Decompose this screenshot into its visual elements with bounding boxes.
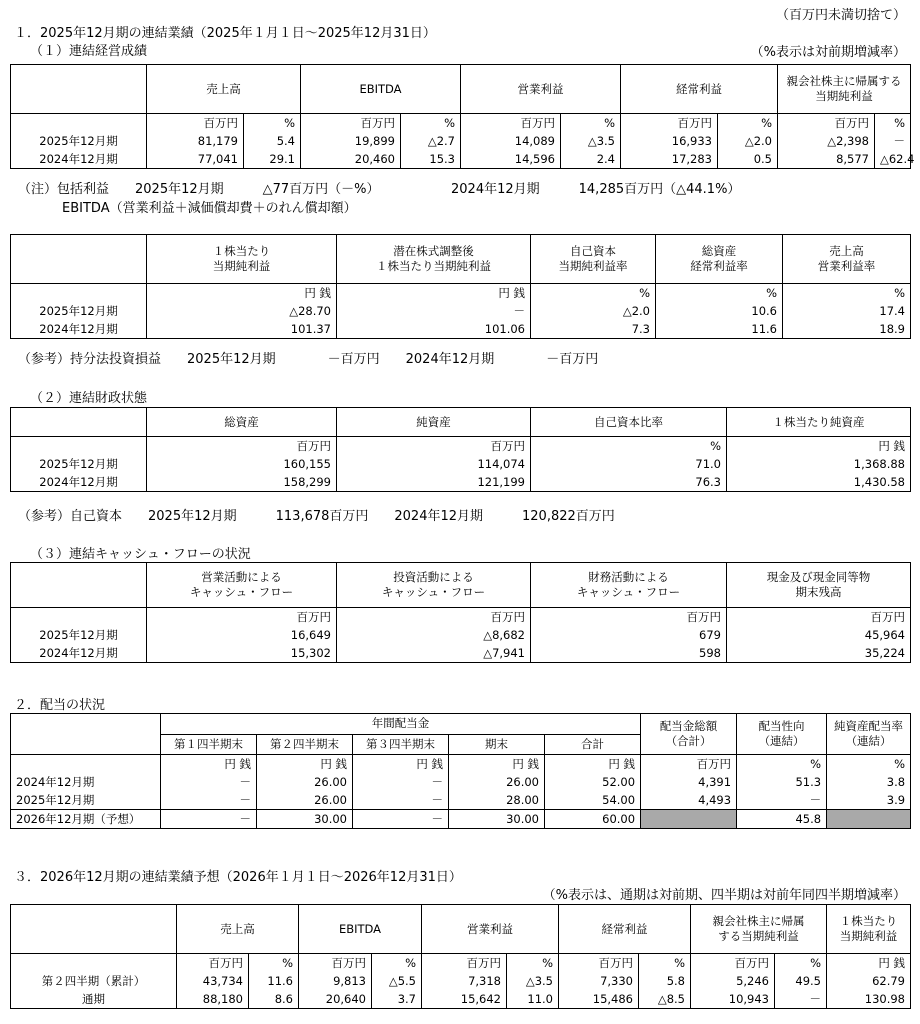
equity-note: （参考）自己資本 2025年12月期 113,678百万円 2024年12月期 120,822百万円 (18, 509, 615, 524)
financial-position-table (10, 407, 911, 492)
cell: 101.06 (337, 320, 531, 339)
cell: 14,596 (461, 150, 561, 169)
cell: 62.79 (827, 972, 911, 990)
table-row (11, 320, 911, 339)
header-net-assets: 純資産 (337, 408, 531, 437)
cell: △7,941 (337, 644, 531, 663)
table-row (11, 972, 911, 990)
unit: 百万円 (301, 114, 401, 133)
cell: 4,493 (641, 791, 737, 810)
cell: 15,642 (422, 990, 507, 1009)
row-label: 2024年12月期 (11, 644, 147, 663)
row-label: 2024年12月期 (11, 473, 147, 492)
header-net: 親会社株主に帰属する 当期純利益 (778, 65, 911, 114)
unit: 百万円 (727, 608, 911, 627)
section3-sub: （３）連結キャッシュ・フローの状況 (30, 547, 251, 562)
cell: 16,649 (147, 626, 337, 644)
cell: 10,943 (691, 990, 775, 1009)
unit: 円 銭 (257, 755, 353, 774)
cell: 7.3 (531, 320, 656, 339)
cell: △8.5 (639, 990, 691, 1009)
cell: － (775, 990, 827, 1009)
unit: 百万円 (147, 608, 337, 627)
cell: 160,155 (147, 455, 337, 473)
unit: % (875, 114, 911, 133)
cell: 121,199 (337, 473, 531, 492)
cell: 5.4 (244, 132, 301, 150)
cell: 15.3 (401, 150, 461, 169)
cell: 76.3 (531, 473, 727, 492)
cell: 52.00 (545, 773, 641, 791)
cell: 130.98 (827, 990, 911, 1009)
header-ebitda: EBITDA (301, 65, 461, 114)
cell: △2.7 (401, 132, 461, 150)
cell: △3.5 (507, 972, 559, 990)
dividend-table (10, 713, 911, 829)
cell: 20,640 (299, 990, 372, 1009)
unit: 百万円 (147, 114, 244, 133)
cell: 3.8 (827, 773, 911, 791)
cell: 598 (531, 644, 727, 663)
cell: 45,964 (727, 626, 911, 644)
cell: 3.7 (372, 990, 422, 1009)
cell: △62.4 (875, 150, 911, 169)
shaded-cell (641, 810, 737, 829)
cell: 8,577 (778, 150, 875, 169)
row-label: 2024年12月期 (11, 320, 147, 339)
unit: 百万円 (559, 954, 639, 973)
row-label: 2025年12月期 (11, 132, 147, 150)
cell: 16,933 (621, 132, 718, 150)
table-row (11, 810, 911, 829)
row-label: 2025年12月期 (11, 302, 147, 320)
header-eps: １株当たり 当期純利益 (827, 905, 911, 954)
unit: 百万円 (778, 114, 875, 133)
cell: 30.00 (449, 810, 545, 829)
cell: 54.00 (545, 791, 641, 810)
cell: 11.0 (507, 990, 559, 1009)
cell: 51.3 (737, 773, 827, 791)
cell: 5.8 (639, 972, 691, 990)
cell: 43,734 (177, 972, 249, 990)
cell: 26.00 (449, 773, 545, 791)
unit: % (507, 954, 559, 973)
equity-method-note: （参考）持分法投資損益 2025年12月期 －百万円 2024年12月期 －百万円 (18, 352, 599, 367)
row-label: 2026年12月期（予想） (11, 810, 161, 829)
row-label: 2025年12月期 (11, 455, 147, 473)
cell: 18.9 (783, 320, 911, 339)
forecast-pct-note: （%表示は、通期は対前期、四半期は対前年同四半期増減率） (542, 888, 906, 903)
cell: 60.00 (545, 810, 641, 829)
header-diluted-eps: 潜在株式調整後 １株当たり当期純利益 (337, 235, 531, 284)
row-label: 2025年12月期 (11, 626, 147, 644)
cell: 26.00 (257, 791, 353, 810)
unit: % (656, 284, 783, 303)
row-label: 2024年12月期 (11, 150, 147, 169)
cell: 71.0 (531, 455, 727, 473)
header-roa: 総資産 経常利益率 (656, 235, 783, 284)
unit: 円 銭 (727, 437, 911, 456)
cell: 9,813 (299, 972, 372, 990)
header-cash-end: 現金及び現金同等物 期末残高 (727, 563, 911, 608)
unit: 百万円 (461, 114, 561, 133)
comprehensive-income-note: （注）包括利益 2025年12月期 △77百万円（－%） 2024年12月期 14,285百万円（△44.1%） (18, 182, 741, 197)
header-year-end: 期末 (449, 734, 545, 755)
cell: 10.6 (656, 302, 783, 320)
header-doe: 純資産配当率 （連結） (827, 714, 911, 755)
cell: 26.00 (257, 773, 353, 791)
cash-flow-table (10, 562, 911, 663)
header-ordinary: 経常利益 (621, 65, 778, 114)
unit: % (244, 114, 301, 133)
cell: 49.5 (775, 972, 827, 990)
table-row (11, 626, 911, 644)
cell: 15,302 (147, 644, 337, 663)
table-row (11, 150, 911, 169)
section2-sub: （２）連結財政状態 (30, 391, 148, 406)
unit: 円 銭 (545, 755, 641, 774)
unit: 円 銭 (449, 755, 545, 774)
unit: 百万円 (691, 954, 775, 973)
unit: 円 銭 (827, 954, 911, 973)
header-sales: 売上高 (177, 905, 299, 954)
section1-title: １．2025年12月期の連結業績（2025年１月１日～2025年12月31日） (14, 26, 436, 41)
cell: 158,299 (147, 473, 337, 492)
header-sales: 売上高 (147, 65, 301, 114)
header-financing-cf: 財務活動による キャッシュ・フロー (531, 563, 727, 608)
header-total: 合計 (545, 734, 641, 755)
unit: % (783, 284, 911, 303)
cell: － (161, 773, 257, 791)
unit: % (372, 954, 422, 973)
unit: % (249, 954, 299, 973)
cell: 3.9 (827, 791, 911, 810)
cell: 0.5 (718, 150, 778, 169)
header-investing-cf: 投資活動による キャッシュ・フロー (337, 563, 531, 608)
unit: 円 銭 (161, 755, 257, 774)
cell: 15,486 (559, 990, 639, 1009)
header-operating-cf: 営業活動による キャッシュ・フロー (147, 563, 337, 608)
unit: 百万円 (337, 437, 531, 456)
cell: △2.0 (718, 132, 778, 150)
forecast-table (10, 904, 911, 1009)
cell: 20,460 (301, 150, 401, 169)
cell: － (161, 810, 257, 829)
header-roe: 自己資本 当期純利益率 (531, 235, 656, 284)
cell: 77,041 (147, 150, 244, 169)
cell: 679 (531, 626, 727, 644)
forecast-title: ３．2026年12月期の連結業績予想（2026年１月１日～2026年12月31日） (14, 870, 462, 885)
unit: 百万円 (147, 437, 337, 456)
unit: % (401, 114, 461, 133)
cell: 30.00 (257, 810, 353, 829)
unit: 百万円 (299, 954, 372, 973)
header-q1: 第１四半期末 (161, 734, 257, 755)
cell: 17.4 (783, 302, 911, 320)
ebitda-note: EBITDA（営業利益＋減価償却費＋のれん償却額） (62, 201, 357, 216)
header-payout-ratio: 配当性向 （連結） (737, 714, 827, 755)
header-q3: 第３四半期末 (353, 734, 449, 755)
cell: 7,318 (422, 972, 507, 990)
cell: △3.5 (561, 132, 621, 150)
unit: 円 銭 (147, 284, 337, 303)
unit: 百万円 (422, 954, 507, 973)
row-label: 通期 (11, 990, 177, 1009)
table-row (11, 132, 911, 150)
cell: △8,682 (337, 626, 531, 644)
header-margin: 売上高 営業利益率 (783, 235, 911, 284)
unit: 百万円 (621, 114, 718, 133)
unit: % (561, 114, 621, 133)
unit: 円 銭 (337, 284, 531, 303)
section1-sub: （１）連結経営成績 (30, 44, 148, 59)
header-total-assets: 総資産 (147, 408, 337, 437)
row-label: 2024年12月期 (11, 773, 161, 791)
cell: 29.1 (244, 150, 301, 169)
cell: 2.4 (561, 150, 621, 169)
cell: － (737, 791, 827, 810)
cell: 5,246 (691, 972, 775, 990)
row-label: 第２四半期（累計） (11, 972, 177, 990)
row-label: 2025年12月期 (11, 791, 161, 810)
header-ordinary: 経常利益 (559, 905, 691, 954)
unit: % (718, 114, 778, 133)
unit: 百万円 (337, 608, 531, 627)
cell: 8.6 (249, 990, 299, 1009)
header-eps: １株当たり 当期純利益 (147, 235, 337, 284)
cell: △28.70 (147, 302, 337, 320)
header-total-dividend: 配当金総額 （合計） (641, 714, 737, 755)
dividend-title: ２．配当の状況 (14, 698, 106, 713)
cell: △2,398 (778, 132, 875, 150)
unit: % (737, 755, 827, 774)
cell: － (353, 791, 449, 810)
cell: 1,430.58 (727, 473, 911, 492)
cell: － (353, 773, 449, 791)
header-q2: 第２四半期末 (257, 734, 353, 755)
cell: 101.37 (147, 320, 337, 339)
header-net: 親会社株主に帰属 する当期純利益 (691, 905, 827, 954)
cell: 11.6 (656, 320, 783, 339)
unit: 百万円 (641, 755, 737, 774)
unit: % (639, 954, 691, 973)
cell: － (337, 302, 531, 320)
cell: 28.00 (449, 791, 545, 810)
results-table (10, 64, 915, 169)
unit: % (827, 755, 911, 774)
unit: % (531, 437, 727, 456)
per-share-table (10, 234, 911, 339)
table-row (11, 302, 911, 320)
shaded-cell (827, 810, 911, 829)
header-operating: 営業利益 (461, 65, 621, 114)
header-annual-dividend: 年間配当金 (161, 714, 641, 735)
section1-pct-note: （%表示は対前期増減率） (750, 45, 906, 60)
cell: 1,368.88 (727, 455, 911, 473)
table-row (11, 791, 911, 810)
cell: 35,224 (727, 644, 911, 663)
cell: 45.8 (737, 810, 827, 829)
cell: － (353, 810, 449, 829)
unit: % (775, 954, 827, 973)
cell: 11.6 (249, 972, 299, 990)
unit: 円 銭 (353, 755, 449, 774)
unit-note: （百万円未満切捨て） (775, 8, 906, 23)
cell: － (875, 132, 911, 150)
header-equity-ratio: 自己資本比率 (531, 408, 727, 437)
cell: 81,179 (147, 132, 244, 150)
cell: 88,180 (177, 990, 249, 1009)
cell: 7,330 (559, 972, 639, 990)
header-operating: 営業利益 (422, 905, 559, 954)
unit: 百万円 (531, 608, 727, 627)
table-row (11, 473, 911, 492)
cell: － (161, 791, 257, 810)
cell: 114,074 (337, 455, 531, 473)
header-ebitda: EBITDA (299, 905, 422, 954)
table-row (11, 990, 911, 1009)
unit: % (531, 284, 656, 303)
cell: △5.5 (372, 972, 422, 990)
cell: 19,899 (301, 132, 401, 150)
cell: 17,283 (621, 150, 718, 169)
unit: 百万円 (177, 954, 249, 973)
table-row (11, 455, 911, 473)
table-row (11, 773, 911, 791)
table-row (11, 644, 911, 663)
cell: 4,391 (641, 773, 737, 791)
cell: △2.0 (531, 302, 656, 320)
cell: 14,089 (461, 132, 561, 150)
header-bps: １株当たり純資産 (727, 408, 911, 437)
